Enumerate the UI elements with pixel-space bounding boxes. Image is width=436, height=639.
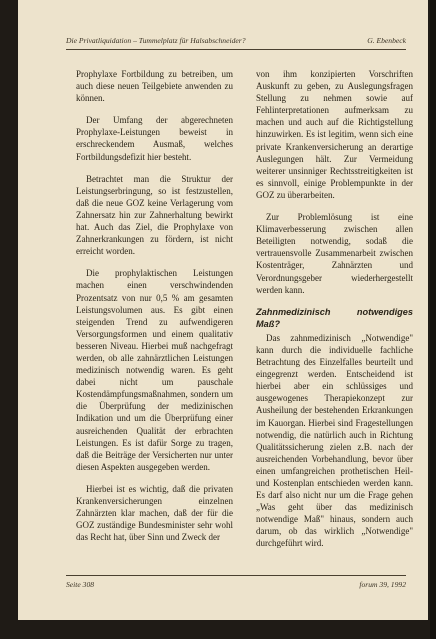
header-rule	[66, 49, 406, 50]
page-number: Seite 308	[66, 580, 95, 589]
header-author: G. Ebenbeck	[367, 36, 406, 45]
paragraph: Der Umfang der abgerechneten Prophylaxe-Leistungen beweist in erschreckendem Ausmaß, welches Fortbildungsdefizit hier besteht.	[76, 115, 233, 162]
footer-rule	[66, 575, 406, 576]
journal-issue: forum 39, 1992	[359, 580, 406, 589]
paragraph: Zur Problemlösung ist eine Klimaverbesserung zwischen allen Beteiligten notwendig, sodaß die vertrauensvolle Zusammenarbeit zwischen Kostenträger, Zahnärzten und Verordnungsgeber wiederhergestellt werden kann.	[256, 212, 413, 295]
header-title: Die Privatliquidation – Tummelplatz für Halsabschneider?	[66, 36, 246, 45]
paragraph: Betrachtet man die Struktur der Leistungserbringung, so ist festzustellen, daß die neue GOZ keine Verlagerung vom Zahnersatz hin zur Zahnerhaltung bewirkt hat. Auch das Ziel, die Prophylaxe von Zahnerkrankungen zu fördern, ist nicht erreicht worden.	[76, 173, 233, 257]
paragraph: von ihm konzipierten Vorschriften Auskunft zu geben, zu Auslegungsfragen Stellung zu nehmen sowie auf Fehlinterpretationen aufmerksam zu machen und auch auf die Richtigstellung hinzuwirken. Es ist legitim, wenn sich eine private Krankenversicherung an derartige Auslegungen hält. Zur Vermeidung weiterer unsinniger Rechtsstreitigkeiten ist es sinnvoll, einige Problempunkte in der GOZ zu überarbeiten.	[256, 69, 413, 200]
paragraph: Prophylaxe Fortbildung zu betreiben, um auch diese neuen Teilgebiete anwenden zu können.	[76, 69, 233, 104]
paragraph: Das zahnmedizinisch „Notwendige" kann durch die individuelle fachliche Betrachtung des Einzelfalles beurteilt und eingegrenzt werden. Entscheidend ist hierbei aber ein schlüssiges und ausgewogenes Therapiekonzept zur Ausheilung der bestehenden Erkrankungen im Kauorgan. Hierbei sind Fragestellungen notwendig, die natürlich auch in Richtung Qualitätssicherung zielen z.B. nach der ausreichenden Vorbehandlung, bevor über einen umfangreichen prothetischen Heil- und Kostenplan entschieden werden kann. Es darf also nicht nur um die Frage gehen „Was geht über das medizinisch notwendige Maß" hinaus, sondern auch darum, ob das wirklich „Notwendige" durchgeführt wird.	[256, 332, 413, 549]
paragraph: Die prophylaktischen Leistungen machen einen verschwindenden Prozentsatz von nur 0,5 % am gesamten Leistungsvolumen aus. Es gibt einen steigenden Trend zu aufwendigeren Versorgungsformen und einem qualitativ besseren Niveau. Hierbei muß nachgefragt werden, ob alle zahnärztlichen Leistungen medizinisch notwendig waren. Es geht dabei nicht um pauschale Kostendämpfungsmaßnahmen, sondern um die Überprüfung der medizinischen Indikation und um die Überprüfung einer ausreichenden Qualität der erbrachten Leistungen. Es ist dafür Sorge zu tragen, daß die Beiträge der Versicherten nur unter diesen Aspekten ausgegeben werden.	[76, 268, 233, 472]
scan-edge	[430, 0, 436, 639]
left-column	[76, 68, 233, 553]
document-page	[18, 0, 428, 620]
paragraph: Hierbei ist es wichtig, daß die privaten Krankenversicherungen einzelnen Zahnärzten klar machen, daß der für die GOZ zuständige Bundesminister sehr wohl das Recht hat, über Sinn und Zweck der	[76, 483, 233, 543]
section-heading: Zahnmedizinisch notwendiges Maß?	[256, 306, 413, 329]
right-column	[256, 68, 413, 560]
